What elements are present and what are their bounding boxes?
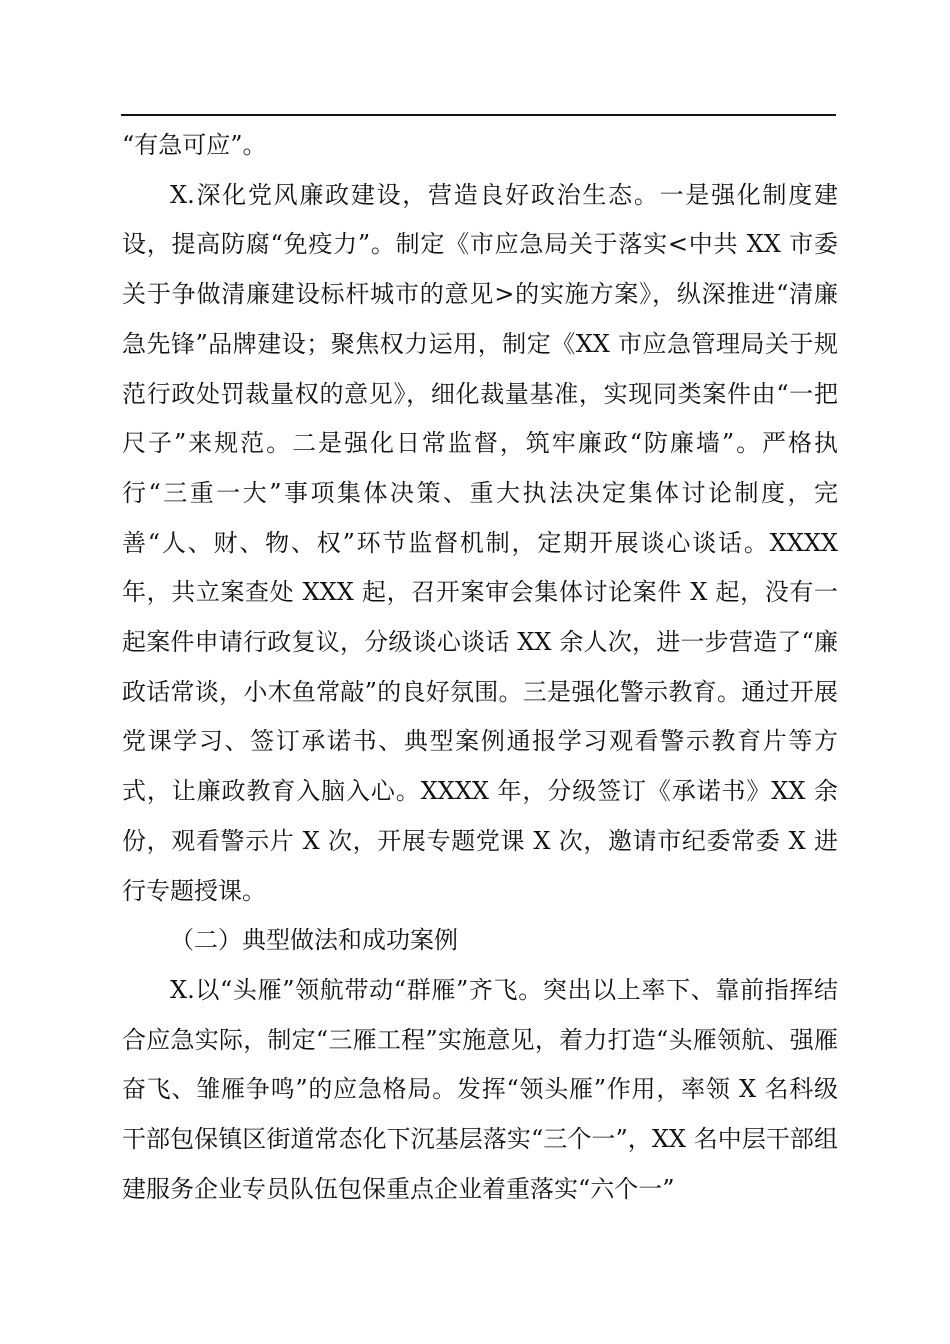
section-heading-typical-practices: （二）典型做法和成功案例 — [170, 926, 458, 955]
paragraph-lead-goose: X.以“头雁”领航带动“群雁”齐飞。突出以上率下、靠前指挥结合应急实际，制定“三雁工程”实施意见，着力打造“头雁领航、强雁奋飞、雏雁争鸣”的应急格局。发挥“领头雁”作用，率领 X 名科级干部包保镇区街道常态化下沉基层落实“三个一”，XX 名中层干部组建服务企业专员队伍包保重点企业着重落实“六个一” — [122, 975, 838, 1203]
document-body — [122, 121, 838, 1214]
header-rule — [121, 114, 836, 116]
paragraph-continuation: “有急可应”。 — [122, 131, 267, 159]
paragraph-clean-governance: X.深化党风廉政建设，营造良好政治生态。一是强化制度建设，提高防腐“免疫力”。制定《市应急局关于落实<中共 XX 市委关于争做清廉建设标杆城市的意见>的实施方案》，纵深推进“清廉急先锋”品牌建设；聚焦权力运用，制定《XX 市应急管理局关于规范行政处罚裁量权的意见》，细化裁量基准，实现同类案件由“一把尺子”来规范。二是强化日常监督，筑牢廉政“防廉墙”。严格执行“三重一大”事项集体决策、重大执法决定集体讨论制度，完善“人、财、物、权”环节监督机制，定期开展谈心谈话。XXXX 年，共立案查处 XXX 起，召开案审会集体讨论案件 X 起，没有一起案件申请行政复议，分级谈心谈话 XX 余人次，进一步营造了“廉政话常谈，小木鱼常敲”的良好氛围。三是强化警示教育。通过开展党课学习、签订承诺书、典型案例通报学习观看警示教育片等方式，让廉政教育入脑入心。XXXX 年，分级签订《承诺书》XX 余份，观看警示片 X 次，开展专题党课 X 次，邀请市纪委常委 X 进行专题授课。 — [122, 180, 838, 905]
